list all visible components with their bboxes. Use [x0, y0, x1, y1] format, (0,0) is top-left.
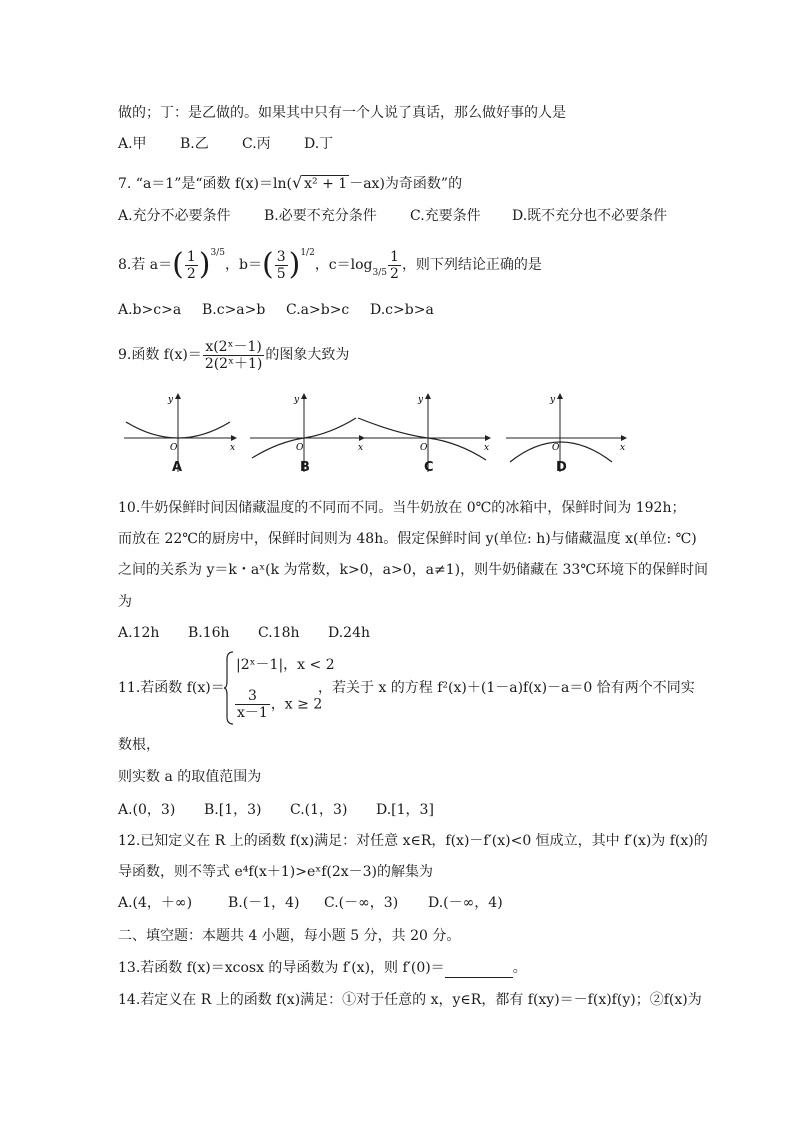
- q11-brace: [224, 651, 234, 725]
- q11-stem-pre: 11.若函数 f(x)＝: [118, 680, 225, 696]
- graph-b-y-label: y: [294, 395, 300, 405]
- q7-option-d: D.既不充分也不必要条件: [512, 208, 668, 224]
- q10-options: [118, 623, 370, 643]
- q13-stem: [118, 958, 527, 978]
- graph-c: [354, 394, 490, 472]
- q8-b-exponent: 1/2: [300, 248, 315, 258]
- graph-c-curve: [358, 418, 486, 460]
- q8-option-c: C.a>b>c: [286, 302, 350, 318]
- graph-label-a: A: [172, 460, 183, 475]
- q7-option-a: A.充分不必要条件: [118, 208, 231, 224]
- q12-option-a: A.(4，＋∞): [118, 895, 193, 911]
- q8-c-fraction: $\frac{1}{2}$: [390, 248, 399, 282]
- q8-c-base: 3/5: [372, 268, 388, 278]
- q9-numerator: x(2ˣ－1): [203, 339, 265, 356]
- q8-option-b: B.c>a>b: [202, 302, 266, 318]
- q6-option-c: C.丙: [242, 136, 271, 152]
- q7-option-c: C.充要条件: [410, 208, 481, 224]
- q7-options: [118, 206, 667, 226]
- q7-option-b: B.必要不充分条件: [264, 208, 377, 224]
- q12-option-c: C.(－∞，3): [324, 895, 399, 911]
- q8-options: [118, 300, 434, 320]
- q14-line-1: 14.若定义在 R 上的函数 f(x)满足：①对于任意的 x，y∈R，都有 f(xy)＝－f(x)f(y)；②f(x)为: [118, 992, 702, 1008]
- q11-case-2-fraction: $\frac{3}{x-1}$: [237, 688, 268, 721]
- q13-answer-blank[interactable]: [445, 963, 513, 978]
- q9-fraction: [203, 339, 265, 372]
- q11-stem-post: ，若关于 x 的方程 f²(x)＋(1－a)f(x)－a＝0 恰有两个不同实: [318, 680, 695, 696]
- q10-option-b: B.16h: [188, 625, 230, 641]
- q11-option-d: D.[1，3]: [376, 802, 434, 818]
- q10-option-a: A.12h: [118, 625, 160, 641]
- q10-line-3: 之间的关系为 y＝k・aˣ(k 为常数，k>0，a>0，a≠1)，则牛奶储藏在 33℃环境下的保鲜时间: [118, 562, 708, 578]
- q8-a-fraction: $\frac{1}{2}$: [186, 248, 196, 282]
- q6-text: 做的；丁：是乙做的。如果其中只有一个人说了真话，那么做好事的人是: [118, 105, 566, 121]
- q10-line-2: 而放在 22℃的厨房中，保鲜时间则为 48h。假定保鲜时间 y(单位: h)与储藏温度 x(单位: ℃): [118, 531, 697, 547]
- q10-option-d: D.24h: [328, 625, 371, 641]
- q10-line-1: 10.牛奶保鲜时间因储藏温度的不同而不同。当牛奶放在 0℃的冰箱中，保鲜时间为 192h；: [118, 500, 686, 516]
- q12-line-2: 导函数，则不等式 e⁴f(x＋1)>eˣf(2x－3)的解集为: [118, 864, 434, 880]
- graph-a-origin: O: [170, 443, 178, 453]
- q8-b-fraction: $\frac{3}{5}$: [276, 248, 286, 282]
- q8-b-label: ，b＝: [225, 257, 262, 273]
- q12-options: [118, 893, 503, 913]
- graph-a-y-label: y: [168, 395, 174, 405]
- q11-brace-path: [224, 652, 233, 724]
- q6-option-d: D.丁: [304, 136, 334, 152]
- q11-option-c: C.(1，3): [290, 802, 348, 818]
- q8-stem-post: ，则下列结论正确的是: [401, 257, 542, 273]
- q12-line-1: 12.已知定义在 R 上的函数 f(x)满足：对任意 x∈R，f(x)－f′(x)<0 恒成立，其中 f′(x)为 f(x)的: [118, 833, 708, 849]
- q8-stem-pre: 8.若 a＝: [118, 257, 173, 273]
- q9-stem-post: 的图象大致为: [265, 347, 350, 363]
- q11-options: [118, 800, 434, 820]
- q7-stem-post: －ax)为奇函数”的: [349, 176, 463, 192]
- q9-stem-pre: 9.函数 f(x)＝: [118, 347, 202, 363]
- q13-stem-post: 。: [512, 960, 527, 976]
- q7-stem-pre: 7. “a＝1”是“函数 f(x)＝ln(: [118, 176, 292, 192]
- section-2-heading: 二、填空题：本题共 4 小题，每小题 5 分，共 20 分。: [118, 928, 461, 944]
- q7-stem: 7. “a＝1”是“函数 f(x)＝ln(√ x² + 1 －ax)为奇函数”的: [118, 173, 463, 192]
- q8-option-a: A.b>c>a: [118, 302, 182, 318]
- graph-d-y-label: y: [550, 395, 556, 405]
- q9-denominator: 2(2ˣ＋1): [204, 355, 263, 372]
- q8-a-exponent: 3/5: [210, 248, 225, 258]
- graph-c-origin: O: [420, 443, 428, 453]
- q8-c-label: ，c＝log: [314, 257, 373, 273]
- q6-option-b: B.乙: [180, 136, 209, 152]
- graph-d-origin: O: [552, 443, 560, 453]
- graph-d-x-label: x: [620, 443, 626, 453]
- q12-option-b: B.(－1，4): [228, 895, 300, 911]
- q11-case-2-cond: ，x ≥ 2: [270, 696, 323, 713]
- q6-option-a: A.甲: [118, 136, 147, 152]
- q9-stem: [118, 333, 349, 377]
- q12-option-d: D.(－∞，4): [428, 895, 503, 911]
- q11-option-b: B.[1，3): [204, 802, 262, 818]
- graph-b-x-label: x: [358, 443, 364, 453]
- q8-option-d: D.c>b>a: [370, 302, 434, 318]
- q11-line-3: 则实数 a 的取值范围为: [118, 769, 262, 785]
- graph-label-b: B: [300, 460, 310, 475]
- graph-label-c: C: [424, 460, 434, 475]
- graph-label-d: D: [556, 460, 567, 475]
- graph-a-x-label: x: [230, 443, 236, 453]
- graph-c-x-label: x: [484, 443, 490, 453]
- q11-case-2: [234, 688, 322, 721]
- q10-line-4: 为: [118, 594, 132, 610]
- graph-d-curve: [510, 442, 612, 462]
- q11-case-1: |2ˣ－1|，x < 2: [236, 657, 335, 673]
- q13-stem-pre: 13.若函数 f(x)＝xcosx 的导函数为 f′(x)，则 f′(0)＝: [118, 960, 445, 976]
- q11-option-a: A.(0，3): [118, 802, 176, 818]
- q6-options: [118, 134, 333, 154]
- graph-c-y-label: y: [418, 395, 424, 405]
- q10-option-c: C.18h: [258, 625, 300, 641]
- graph-b-origin: O: [296, 443, 304, 453]
- q7-sqrt-body: x² + 1: [304, 176, 348, 192]
- q8-stem: 8.若 a＝( $\frac{1}{2}$ )$^{3/5}$，b＝( $\frac{3}{5}$ )$^{1/2}$，$c=\log_{3/5}$ $\frac{1}{2}$ ，则下列结论正确的是: [118, 247, 542, 282]
- q11-line-2: 数根，: [118, 737, 160, 753]
